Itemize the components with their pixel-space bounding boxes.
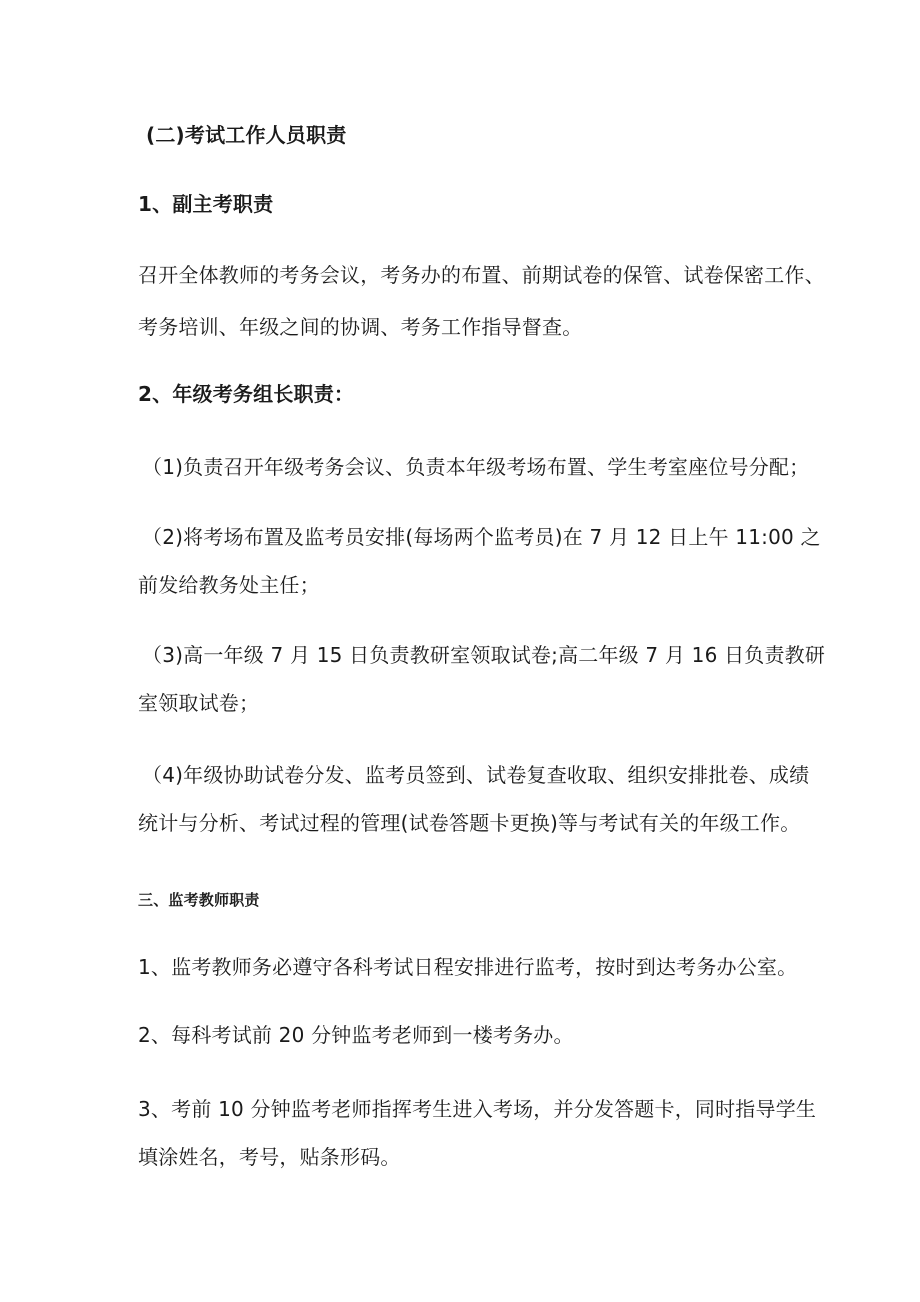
paragraph-line: 召开全体教师的考务会议，考务办的布置、前期试卷的保管、试卷保密工作、 [138, 263, 825, 287]
paragraph-line: 统计与分析、考试过程的管理(试卷答题卡更换)等与考试有关的年级工作。 [138, 811, 801, 835]
paragraph-line: （1)负责召开年级考务会议、负责本年级考场布置、学生考室座位号分配； [142, 455, 810, 479]
section-heading-staff-duties: (二)考试工作人员职责 [146, 123, 347, 147]
paragraph-line: 1、监考教师务必遵守各科考试日程安排进行监考，按时到达考务办公室。 [138, 955, 798, 979]
item-title-grade-leader: 2、年级考务组长职责： [138, 382, 355, 406]
item-title-deputy-examiner: 1、副主考职责 [138, 192, 274, 216]
paragraph-line: （4)年级协助试卷分发、监考员签到、试卷复查收取、组织安排批卷、成绩 [142, 763, 810, 787]
paragraph-line: 室领取试卷； [138, 691, 260, 715]
paragraph-line: （3)高一年级 7 月 15 日负责教研室领取试卷;高二年级 7 月 16 日负责教研 [142, 643, 826, 667]
paragraph-line: 2、每科考试前 20 分钟监考老师到一楼考务办。 [138, 1023, 574, 1047]
paragraph-line: 3、考前 10 分钟监考老师指挥考生进入考场，并分发答题卡，同时指导学生 [138, 1097, 817, 1121]
paragraph-line: 考务培训、年级之间的协调、考务工作指导督查。 [138, 315, 583, 339]
paragraph-line: （2)将考场布置及监考员安排(每场两个监考员)在 7 月 12 日上午 11:00 之 [142, 525, 821, 549]
section-heading-invigilator-duties: 三、监考教师职责 [138, 891, 260, 909]
paragraph-line: 前发给教务处主任； [138, 573, 320, 597]
paragraph-line: 填涂姓名，考号，贴条形码。 [138, 1145, 401, 1169]
